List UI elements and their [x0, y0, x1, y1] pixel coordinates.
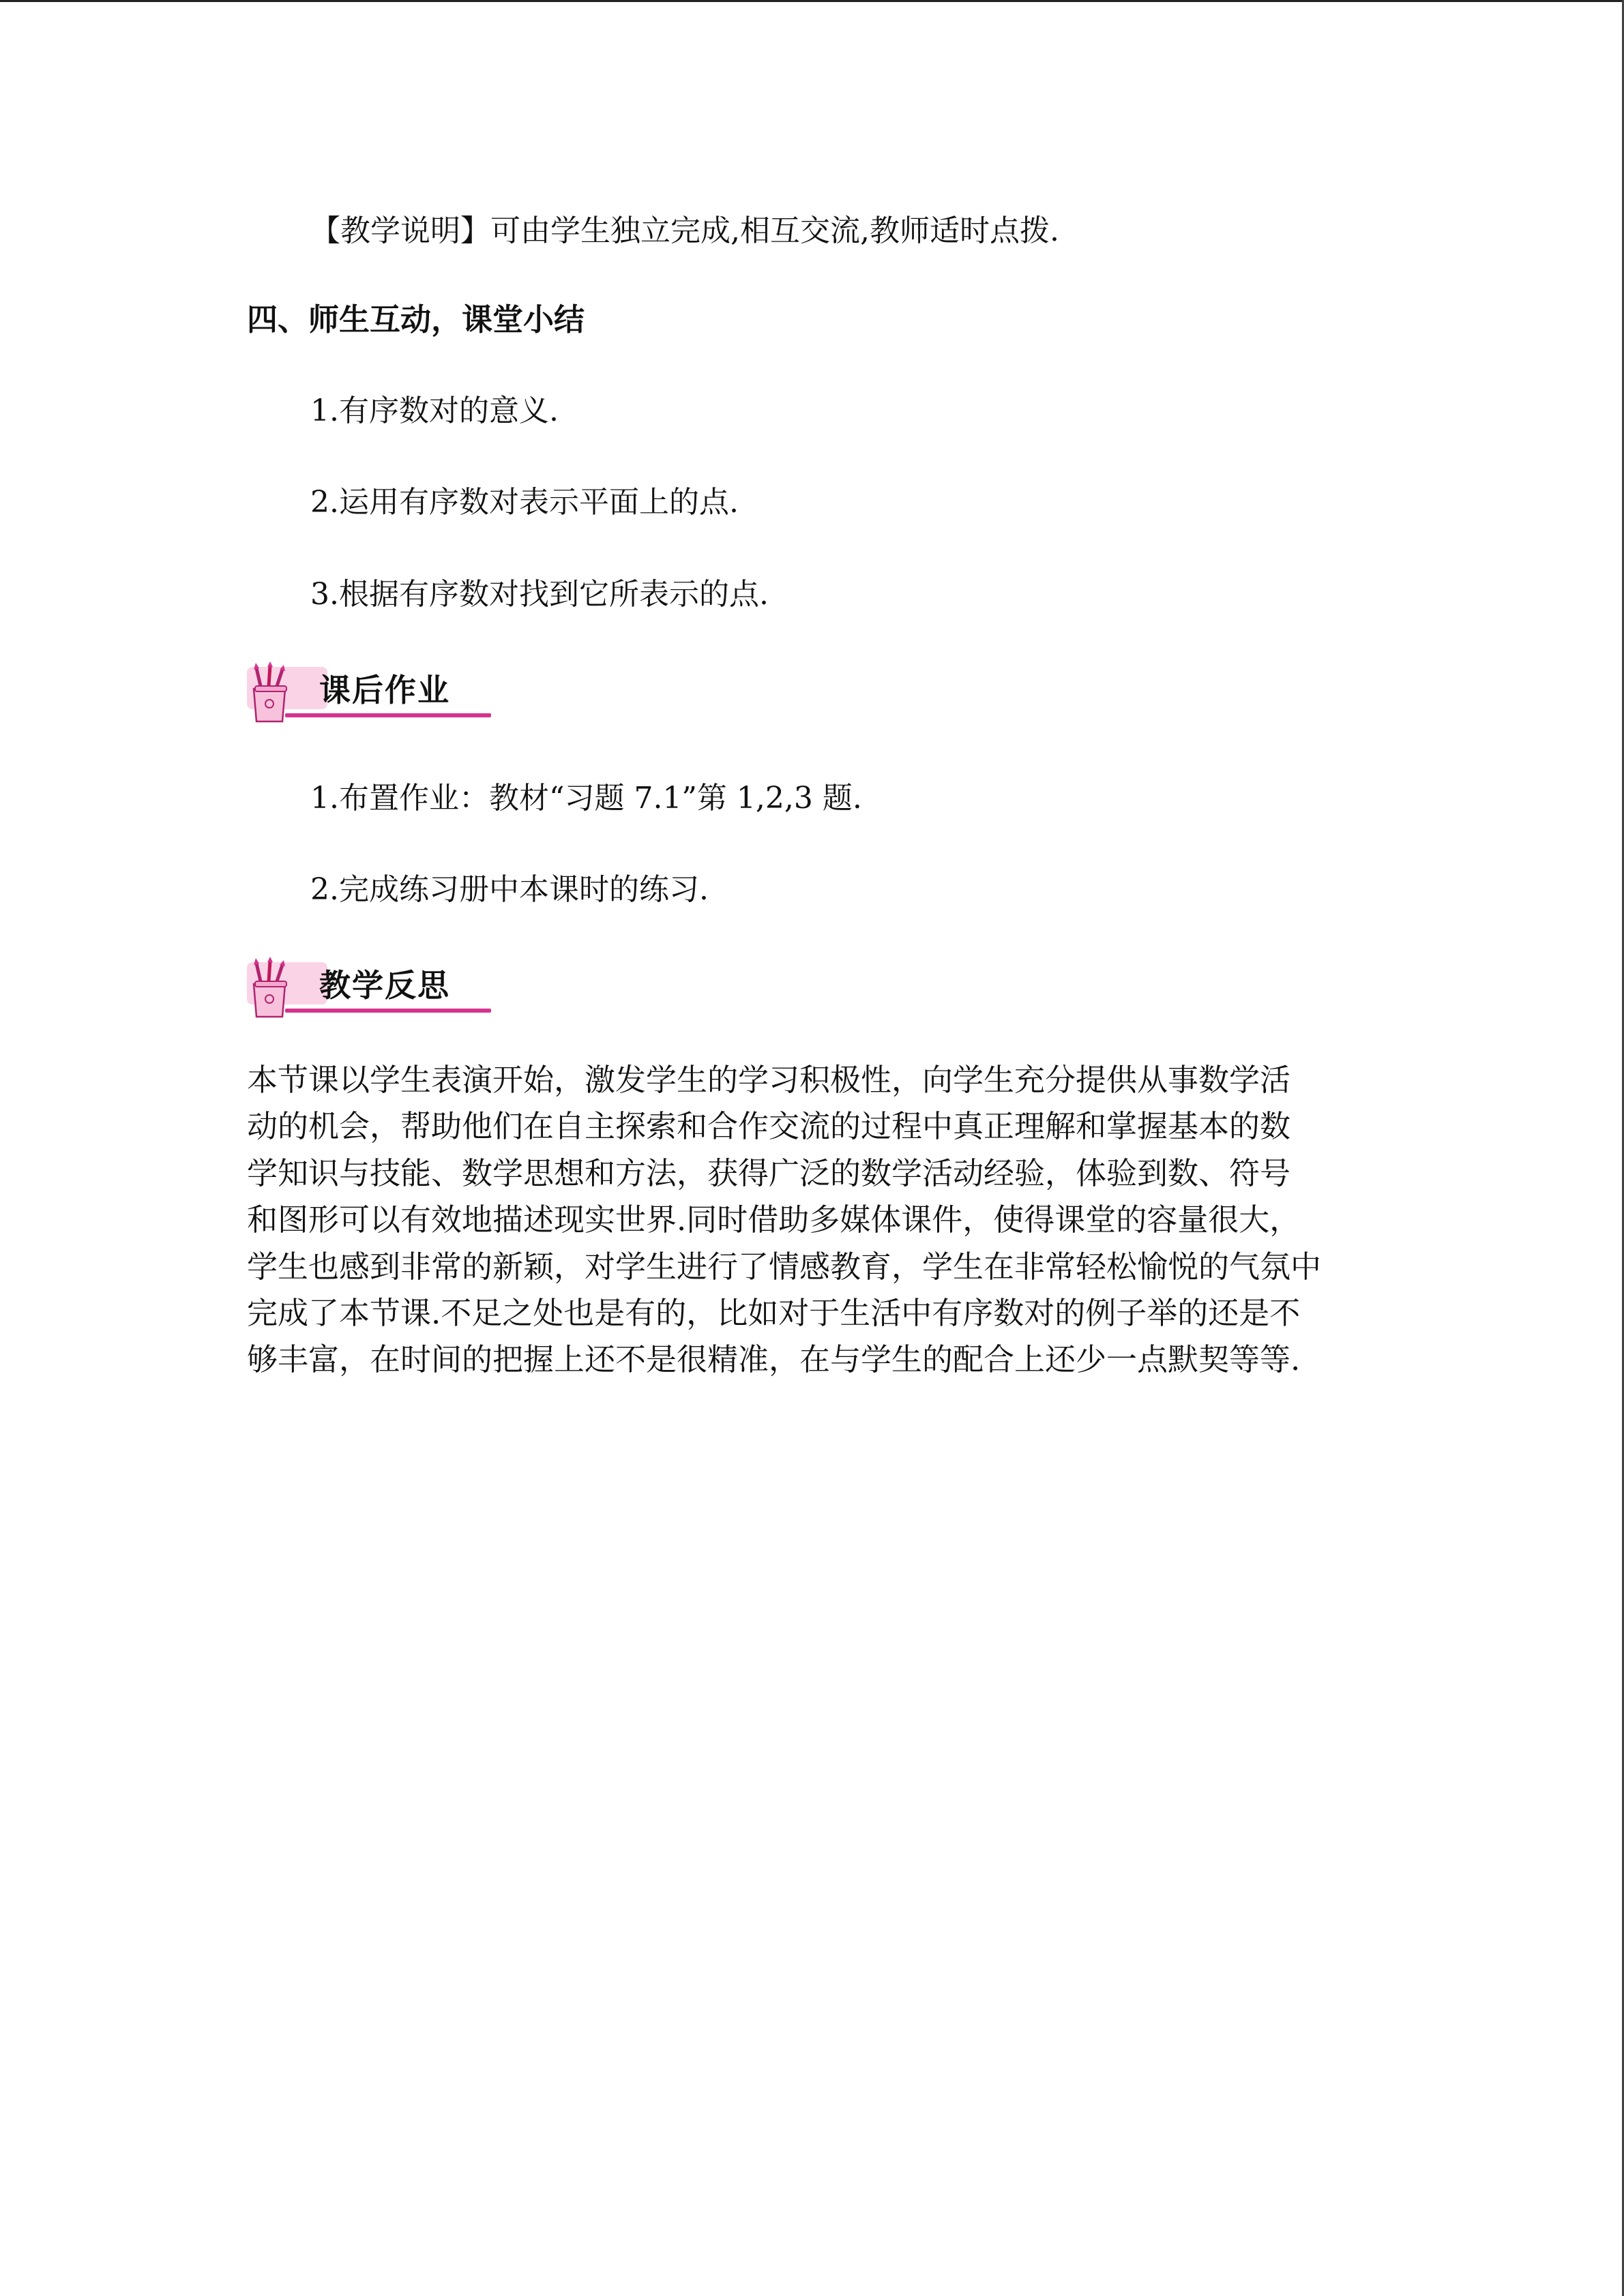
homework-item-2: 2.完成练习册中本课时的练习. — [310, 872, 709, 907]
homework-item-1: 1.布置作业：教材“习题 7.1”第 1,2,3 题. — [310, 781, 862, 816]
reflection-badge — [244, 957, 497, 1022]
summary-item-1: 1.有序数对的意义. — [310, 393, 559, 428]
homework-badge-label: 课后作业 — [319, 672, 450, 709]
summary-item-3: 3.根据有序数对找到它所表示的点. — [310, 577, 769, 612]
reflection-line: 和图形可以有效地描述现实世界.同时借助多媒体课件，使得课堂的容量很大， — [247, 1202, 1301, 1238]
homework-badge-underline — [285, 713, 491, 717]
summary-item-2: 2.运用有序数对表示平面上的点. — [310, 485, 739, 520]
reflection-line: 够丰富，在时间的把握上还不是很精准，在与学生的配合上还少一点默契等等. — [247, 1341, 1301, 1378]
homework-badge — [244, 661, 497, 727]
teaching-note: 【教学说明】可由学生独立完成,相互交流,教师适时点拨. — [310, 213, 1059, 248]
reflection-line: 动的机会，帮助他们在自主探索和合作交流的过程中真正理解和掌握基本的数 — [247, 1108, 1291, 1145]
page-top-border — [0, 0, 1624, 2]
reflection-badge-label: 教学反思 — [319, 967, 450, 1004]
section-heading-summary: 四、师生互动，课堂小结 — [247, 301, 585, 338]
reflection-line: 本节课以学生表演开始，激发学生的学习积极性，向学生充分提供从事数学活 — [247, 1062, 1291, 1098]
reflection-line: 学知识与技能、数学思想和方法，获得广泛的数学活动经验，体验到数、符号 — [247, 1154, 1291, 1191]
reflection-line: 完成了本节课.不足之处也是有的，比如对于生活中有序数对的例子举的还是不 — [247, 1295, 1301, 1332]
reflection-paragraph — [247, 1057, 1372, 1384]
reflection-line: 学生也感到非常的新颖，对学生进行了情感教育，学生在非常轻松愉悦的气氛中 — [247, 1248, 1322, 1285]
reflection-badge-underline — [285, 1009, 491, 1013]
